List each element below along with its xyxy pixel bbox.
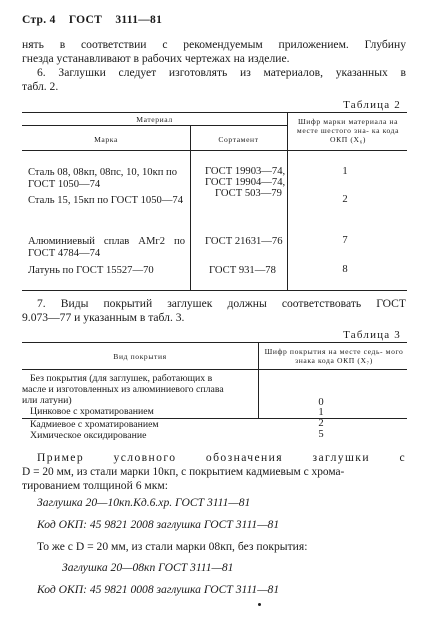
para7-line-2: 9.073—77 и указанным в табл. 3. xyxy=(22,311,185,324)
table2-row3-code: 7 xyxy=(342,235,348,246)
table2-row4-code: 8 xyxy=(342,264,348,275)
table2-header-brand: Марка xyxy=(94,135,118,144)
table3-header-code: Шифр покрытия на месте седь- мого знака кода ОКП (X₇) xyxy=(264,347,404,365)
okp-code-1: Код ОКП: 45 9821 2008 заглушка ГОСТ 3111—81 xyxy=(37,518,280,531)
table3-row4-code: 5 xyxy=(318,429,324,440)
table2-row4-brand: Латунь по ГОСТ 15527—70 xyxy=(28,265,154,276)
page-mark xyxy=(258,603,261,606)
table3-row4-text: Химическое оксидирование xyxy=(30,430,147,441)
table2-row4-assortment: ГОСТ 931—78 xyxy=(209,265,276,276)
table3-row1-code: 0 xyxy=(318,397,324,408)
table2-row1-assortment-2: ГОСТ 19904—74, xyxy=(205,177,286,188)
intro-line-3: 6. Заглушки следует изготовлять из материалов, указанных в xyxy=(37,66,406,79)
table2-row1-brand-1: Сталь 08, 08кп, 08пс, 10, 10кп по xyxy=(28,167,178,178)
table3-row3-code: 2 xyxy=(318,418,324,429)
table2-row1-code: 1 xyxy=(342,166,348,177)
table2-header-code: Шифр марки материала на месте шестого зна- ка кода ОКП (X₆) xyxy=(296,117,400,144)
table2-row3-assortment: ГОСТ 21631—76 xyxy=(205,236,283,247)
para7-line-1: 7. Виды покрытий заглушек должны соответствовать ГОСТ xyxy=(37,297,406,310)
table2-caption: Таблица 2 xyxy=(343,99,401,111)
intro-line-1: нять в соответствии с рекомендуемым приложением. Глубину xyxy=(22,38,406,51)
table2-row3-brand-2: ГОСТ 4784—74 xyxy=(28,248,101,259)
table3-header-type: Вид покрытия xyxy=(113,352,167,361)
table3-caption: Таблица 3 xyxy=(343,329,401,341)
example-line-4: То же с D = 20 мм, из стали марки 08кп, без покрытия: xyxy=(37,540,308,553)
table3-row3-text: Кадмиевое с хроматированием xyxy=(30,419,159,430)
intro-line-4: табл. 2. xyxy=(22,80,59,93)
table2-row3-brand-1: Алюминиевый сплав АМг2 по xyxy=(28,236,185,247)
example-line-1: Пример условного обозначения заглушки с xyxy=(37,451,406,464)
intro-line-2: гнезда устанавливают в рабочих чертежах на изделие. xyxy=(22,52,290,65)
designation-1: Заглушка 20—10кп.Кд.6.хр. ГОСТ 3111—81 xyxy=(37,496,251,509)
table2-row2-code: 2 xyxy=(342,194,348,205)
gost-number: 3111—81 xyxy=(115,14,163,26)
okp-code-2: Код ОКП: 45 9821 0008 заглушка ГОСТ 3111—81 xyxy=(37,583,280,596)
designation-2: Заглушка 20—08кп ГОСТ 3111—81 xyxy=(62,561,234,574)
example-line-2: D = 20 мм, из стали марки 10кп, с покрытием кадмиевым с хрома- xyxy=(22,466,345,478)
table3-row1-text-1: Без покрытия (для заглушек, работающих в xyxy=(30,373,213,384)
example-line-3: тированием толщиной 6 мкм: xyxy=(22,479,168,492)
table2-row1-assortment-3: ГОСТ 503—79 xyxy=(215,188,282,199)
table3-row2-code: 1 xyxy=(318,407,324,418)
table3-row2-text: Цинковое с хроматированием xyxy=(30,406,154,417)
table2-row1-brand-2: ГОСТ 1050—74 xyxy=(28,179,101,190)
gost-label: ГОСТ xyxy=(68,14,103,26)
table2-row2-brand: Сталь 15, 15кп по ГОСТ 1050—74 xyxy=(28,195,184,206)
page-number: Стр. 4 xyxy=(22,14,56,26)
page-header xyxy=(22,14,172,26)
table3-row1-text-2: масле и изготовленных из алюминиевого сплава xyxy=(22,384,224,395)
table3-row1-text-3: или латуни) xyxy=(22,395,72,406)
table2-header-assortment: Сортамент xyxy=(218,135,259,144)
table2-row1-assortment-1: ГОСТ 19903—74, xyxy=(205,166,286,177)
table2-header-material: Материал xyxy=(136,115,173,124)
